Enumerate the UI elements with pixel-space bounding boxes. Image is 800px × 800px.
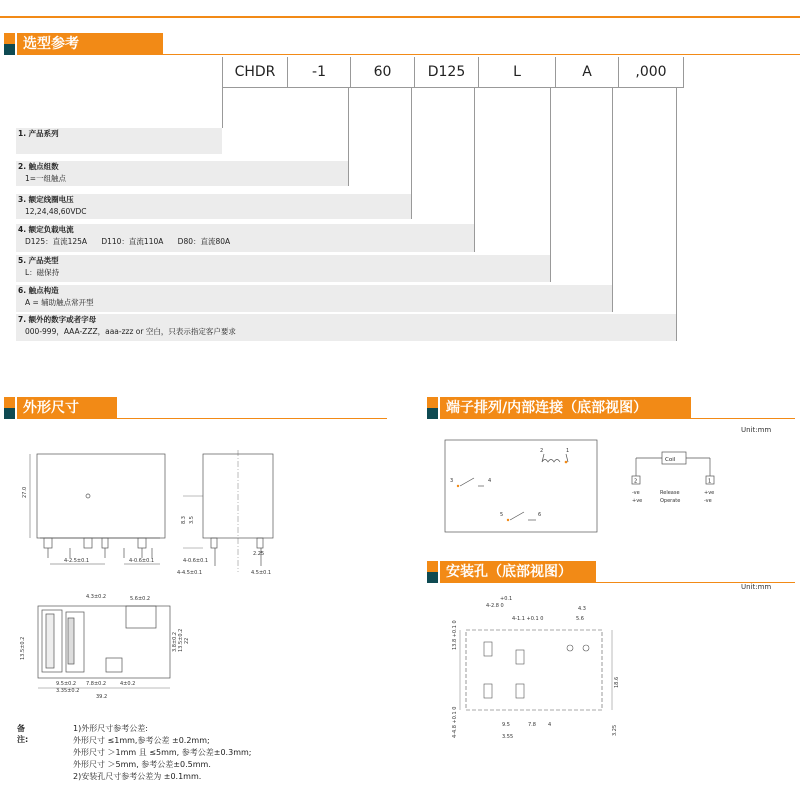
section-title-terminals: 端子排列/内部连接（底部视图） [440, 397, 691, 419]
svg-text:39.2: 39.2 [96, 694, 108, 700]
svg-text:4.5±0.1: 4.5±0.1 [251, 570, 272, 576]
svg-text:4-0.6±0.1: 4-0.6±0.1 [183, 558, 209, 564]
svg-text:4-4.8 +0.1 0: 4-4.8 +0.1 0 [452, 706, 458, 738]
spec-item-voltage: 3. 额定线圈电压 12,24,48,60VDC [16, 194, 411, 219]
svg-text:9.5±0.2: 9.5±0.2 [56, 681, 77, 687]
svg-text:+0.1: +0.1 [500, 596, 513, 602]
section-header-selection [4, 33, 800, 55]
code-current: D125 [414, 57, 478, 88]
svg-text:7.8: 7.8 [528, 722, 536, 728]
svg-text:3.35±0.2: 3.35±0.2 [56, 688, 80, 694]
svg-text:4-4.5±0.1: 4-4.5±0.1 [177, 570, 203, 576]
svg-text:18.6: 18.6 [614, 676, 620, 688]
svg-text:5.6: 5.6 [576, 616, 584, 622]
svg-text:3.5: 3.5 [189, 516, 195, 524]
section-header-mounting [427, 561, 799, 583]
svg-text:3: 3 [450, 478, 454, 484]
svg-text:22: 22 [184, 637, 190, 644]
svg-text:2.25: 2.25 [253, 551, 265, 557]
svg-text:+ve: +ve [632, 498, 643, 504]
section-header-dimensions [4, 397, 394, 419]
unit-label-terminals: Unit:mm [741, 426, 772, 434]
unit-label-mounting: Unit:mm [741, 583, 772, 591]
svg-text:5: 5 [500, 512, 504, 518]
spec-item-contacts: 2. 触点组数 1=一组触点 [16, 161, 348, 186]
svg-text:2: 2 [634, 478, 638, 485]
code-type: L [478, 57, 555, 88]
svg-text:4-2.8 0: 4-2.8 0 [486, 603, 504, 609]
svg-text:4-0.6±0.1: 4-0.6±0.1 [129, 558, 155, 564]
svg-text:5.6±0.2: 5.6±0.2 [130, 596, 151, 602]
svg-text:3.55: 3.55 [502, 734, 514, 740]
coil-polarity-drawing [630, 448, 720, 508]
notes-heading: 备注: [17, 724, 29, 744]
code-suffix: ,000 [618, 57, 684, 88]
svg-text:3.25: 3.25 [612, 724, 618, 736]
svg-text:4: 4 [548, 722, 552, 728]
bottom-view-drawing [16, 588, 191, 703]
svg-text:4-2.5±0.1: 4-2.5±0.1 [64, 558, 90, 564]
mounting-hole-drawing [440, 590, 620, 750]
svg-text:6: 6 [538, 512, 542, 518]
svg-text:4-1.1 +0.1 0: 4-1.1 +0.1 0 [512, 616, 544, 622]
svg-text:8.3: 8.3 [181, 516, 187, 524]
side-view-drawing [175, 446, 280, 576]
code-series: CHDR [222, 57, 287, 88]
svg-text:4.3: 4.3 [578, 606, 586, 612]
svg-text:1: 1 [566, 448, 570, 454]
code-voltage: 60 [350, 57, 414, 88]
svg-text:Release: Release [660, 490, 680, 496]
svg-text:-ve: -ve [704, 498, 712, 504]
model-code-row [222, 57, 684, 88]
spec-item-suffix: 7. 额外的数字或者字母 000-999，AAA-ZZZ，aaa-zzz or 空白，只表示指定客户要求 [16, 314, 676, 341]
spec-item-construction: 6. 触点构造 A = 辅助触点常开型 [16, 285, 612, 312]
svg-text:-ve: -ve [632, 490, 640, 496]
svg-text:9.5: 9.5 [502, 722, 510, 728]
spec-item-series: 1. 产品系列 [16, 128, 222, 154]
svg-text:7.8±0.2: 7.8±0.2 [86, 681, 107, 687]
svg-text:4: 4 [488, 478, 492, 484]
svg-text:13.5±0.2: 13.5±0.2 [178, 628, 184, 652]
svg-text:13.8 +0.1 0: 13.8 +0.1 0 [452, 620, 458, 650]
section-title-mounting: 安装孔（底部视图） [440, 561, 596, 583]
spec-item-current: 4. 额定负载电流 D125：直流125A D110：直流110A D80：直流80A [16, 224, 474, 252]
coil-label: Coil [665, 457, 676, 463]
svg-text:2: 2 [540, 448, 544, 454]
section-title-dimensions: 外形尺寸 [17, 397, 117, 419]
svg-text:3.8±0.2: 3.8±0.2 [172, 631, 178, 652]
section-header-terminals [427, 397, 799, 419]
code-construction: A [555, 57, 618, 88]
front-height-dim: 27.0 [22, 486, 28, 498]
svg-text:4.3±0.2: 4.3±0.2 [86, 594, 107, 600]
code-contacts: -1 [287, 57, 350, 88]
section-title-selection: 选型参考 [17, 33, 163, 55]
spec-item-type: 5. 产品类型 L：磁保持 [16, 255, 550, 282]
svg-text:1: 1 [708, 478, 712, 485]
svg-text:Operate: Operate [660, 498, 681, 504]
svg-text:+ve: +ve [704, 490, 715, 496]
front-view-drawing [20, 446, 180, 576]
terminal-layout-drawing [444, 438, 600, 534]
top-rule [0, 16, 800, 18]
svg-text:4±0.2: 4±0.2 [120, 681, 136, 687]
svg-text:13.5±0.2: 13.5±0.2 [20, 636, 26, 660]
